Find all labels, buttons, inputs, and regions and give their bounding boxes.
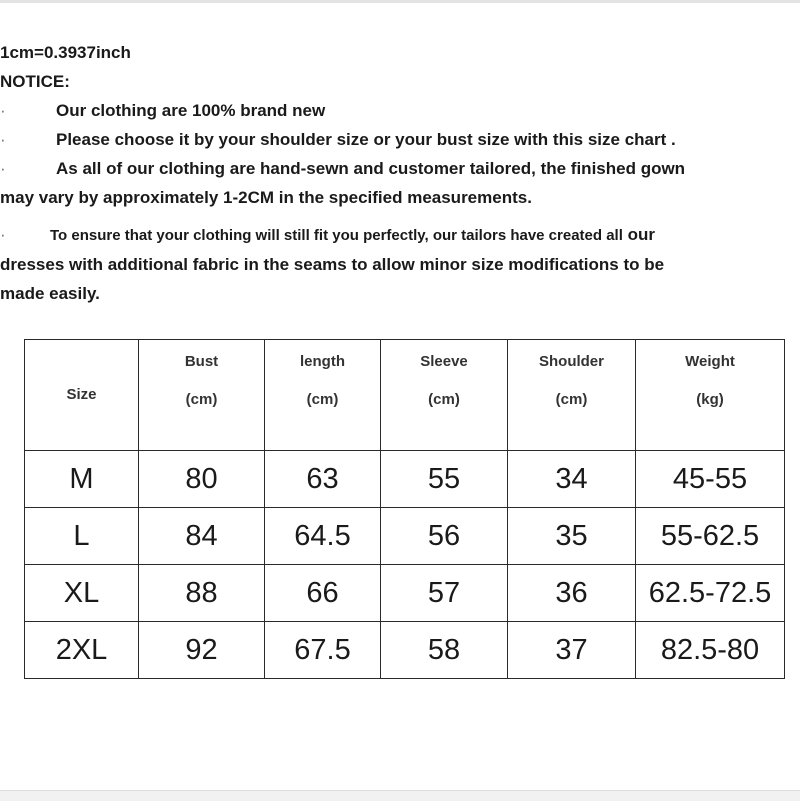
header-unit: (cm) [306, 391, 339, 408]
top-border [0, 0, 800, 3]
header-bust [139, 340, 265, 451]
cell-size: XL [25, 565, 139, 622]
header-label: Shoulder [538, 353, 604, 370]
notice-text-1: Our clothing are 100% brand new [56, 101, 326, 120]
notice-item-3 [0, 154, 790, 183]
cell-weight: 82.5-80 [636, 622, 785, 679]
cell-length: 64.5 [265, 508, 381, 565]
cell-length: 63 [265, 451, 381, 508]
notice-text-4b: our [627, 225, 656, 244]
header-label: Sleeve [420, 353, 468, 370]
table-header-row [25, 340, 785, 451]
cell-weight: 62.5-72.5 [636, 565, 785, 622]
table-row [25, 508, 785, 565]
cell-bust: 88 [139, 565, 265, 622]
notice-item-1 [0, 96, 790, 125]
notice-text-4a: To ensure that your clothing will still fit you perfectly, our tailors have created all [50, 227, 623, 244]
cell-sleeve: 57 [381, 565, 508, 622]
notice-text-2: Please choose it by your shoulder size or your bust size with this size chart . [56, 130, 676, 149]
cell-shoulder: 37 [508, 622, 636, 679]
cell-shoulder: 34 [508, 451, 636, 508]
header-label: Bust [184, 353, 219, 370]
header-unit: (kg) [696, 391, 724, 408]
cell-weight: 45-55 [636, 451, 785, 508]
header-shoulder [508, 340, 636, 451]
cell-weight: 55-62.5 [636, 508, 785, 565]
header-label: Weight [685, 353, 735, 370]
bottom-bar [0, 790, 800, 801]
cell-sleeve: 55 [381, 451, 508, 508]
cell-size: L [25, 508, 139, 565]
notice-item-3-cont: may vary by approximately 1-2CM in the specified measurements. [0, 188, 532, 207]
notice-item-4-cont: dresses with additional fabric in the seams to allow minor size modifications to be [0, 255, 665, 274]
cell-shoulder: 36 [508, 565, 636, 622]
unit-conversion: 1cm=0.3937inch [0, 43, 131, 62]
header-unit: (cm) [185, 391, 218, 408]
bullet: · [0, 159, 6, 178]
cell-bust: 80 [139, 451, 265, 508]
cell-sleeve: 56 [381, 508, 508, 565]
header-weight [636, 340, 785, 451]
cell-length: 66 [265, 565, 381, 622]
cell-length: 67.5 [265, 622, 381, 679]
header-label: length [300, 353, 345, 370]
header-size [25, 340, 139, 451]
header-unit: (cm) [555, 391, 588, 408]
notice-item-4 [0, 220, 790, 250]
cell-shoulder: 35 [508, 508, 636, 565]
table-row [25, 451, 785, 508]
header-unit: (cm) [428, 391, 460, 408]
bullet: · [0, 225, 6, 244]
notice-item-2 [0, 125, 790, 154]
notice-item-4-end: made easily. [0, 284, 100, 303]
header-length [265, 340, 381, 451]
notice-section [0, 38, 790, 308]
cell-bust: 84 [139, 508, 265, 565]
cell-size: 2XL [25, 622, 139, 679]
header-sleeve [381, 340, 508, 451]
size-chart-table [24, 339, 785, 679]
cell-size: M [25, 451, 139, 508]
cell-sleeve: 58 [381, 622, 508, 679]
notice-text-3a: As all of our clothing are hand-sewn and customer tailored, the finished gown [56, 159, 686, 178]
cell-bust: 92 [139, 622, 265, 679]
notice-title: NOTICE: [0, 72, 70, 91]
table-row [25, 622, 785, 679]
bullet: · [0, 130, 6, 149]
header-label: Size [66, 386, 97, 403]
table-row [25, 565, 785, 622]
bullet: · [0, 101, 6, 120]
